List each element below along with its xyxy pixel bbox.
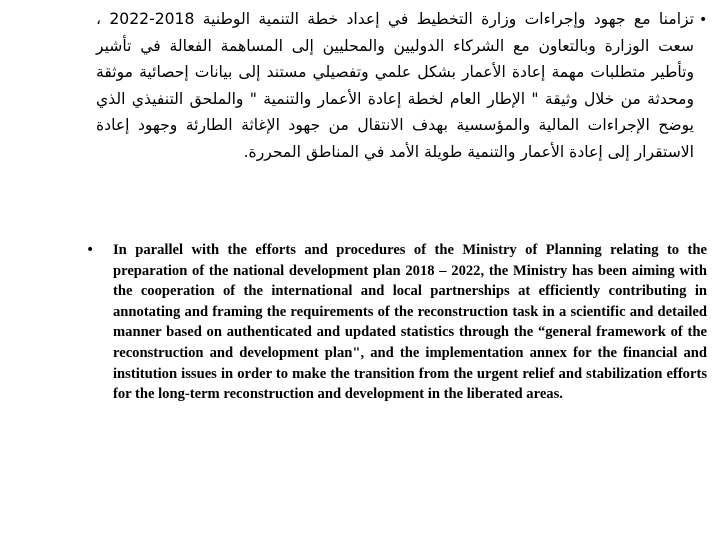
arabic-paragraph: تزامنا مع جهود وإجراءات وزارة التخطيط في إعداد خطة التنمية الوطنية 2018-2022 ، سعت الوزارة وبالتعاون مع الشركاء الدوليين والمحليين إلى المساهمة الفعالة في تأشير وتأطير متطلبات مهمة إعادة الأعمار بشكل علمي وتفصيلي مستند إلى بيانات إحصائية موثقة ومحدثة من خلال وثيقة " الإطار العام لخطة إعادة الأعمار والتنمية " والملحق التنفيذي الذي يوضح الإجراءات المالية والمؤسسية بهدف الانتقال من جهود الإغاثة الطارئة وجهود إعادة الاستقرار إلى إعادة الأعمار والتنمية طويلة الأمد في المناطق المحررة. (96, 10, 694, 161)
arabic-bullet: • (699, 12, 708, 28)
english-bullet: • (86, 242, 95, 258)
english-paragraph: In parallel with the efforts and procedures of the Ministry of Planning relating to the preparation of the national development plan 2018 – 2022, the Ministry has been aiming with the cooperation of the international and local partnerships at efficiently contributing in annotating and framing the requirements of the reconstruction task in a scientific and detailed manner based on authenticated and updated statistics through the “general framework of the reconstruction and development plan", and the implementation annex for the financial and institution issues in order to make the transition from the urgent relief and stabilization efforts for the long-term reconstruction and development in the liberated areas. (113, 242, 707, 403)
